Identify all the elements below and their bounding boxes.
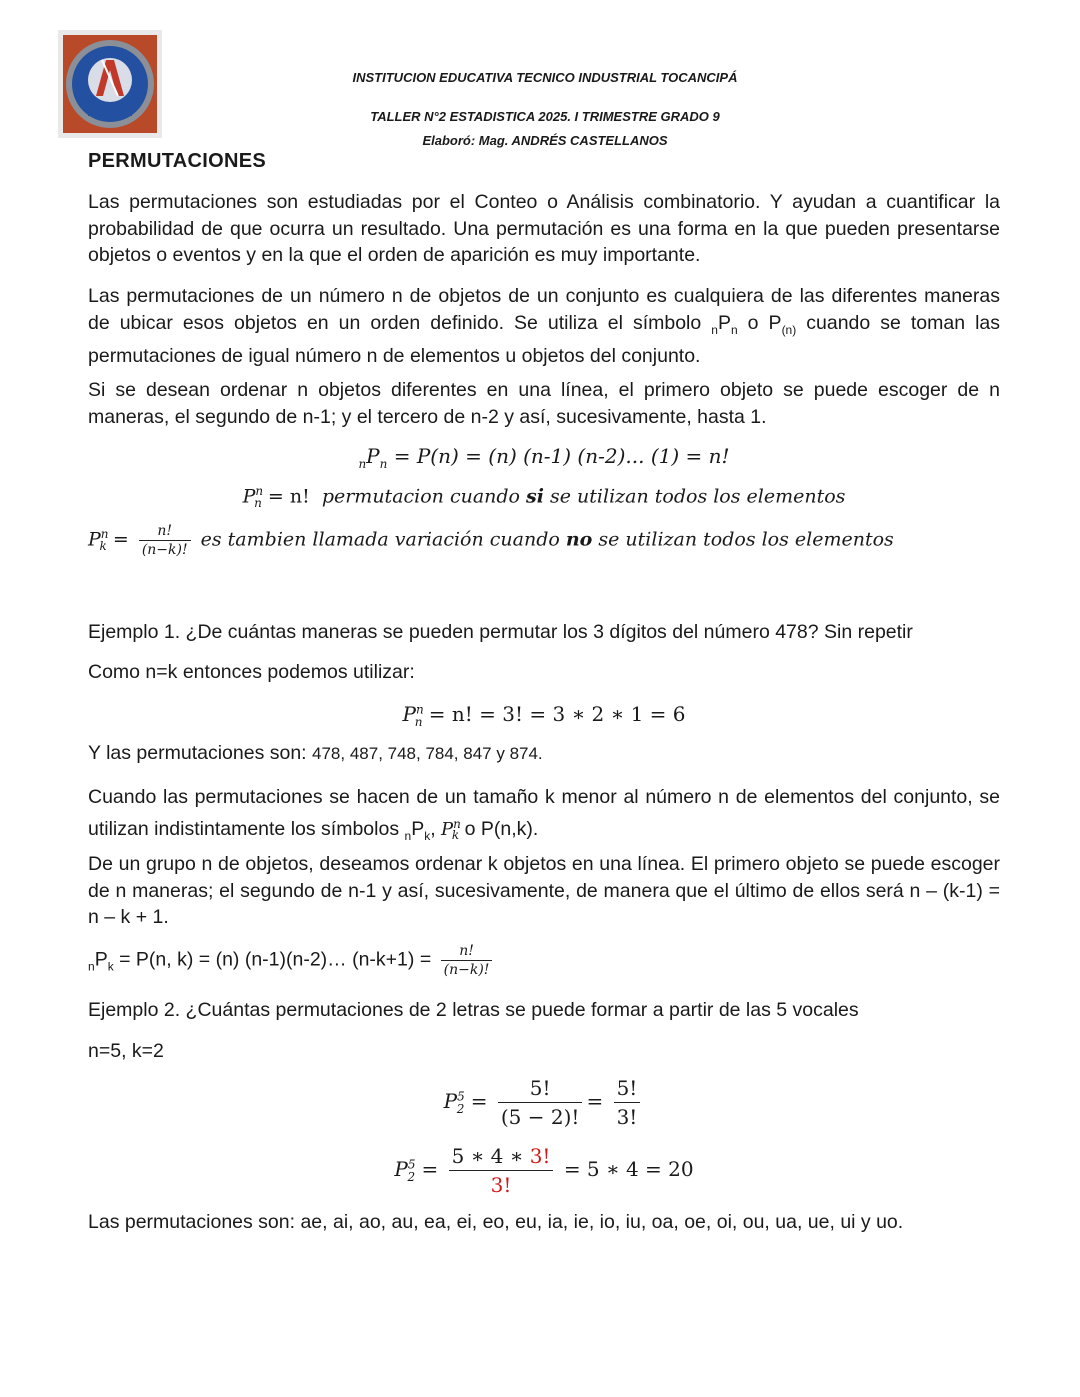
paragraph-group: De un grupo n de objetos, deseamos ordenar k objetos en una línea. El primero objeto se puede escoger de n maneras; el segundo de n-1 y así, sucesivamente, de manera que el último de ellos será n – (k-1) = n – k + 1. — [88, 853, 1000, 928]
formula-variation: $P^n_k$ = $\frac{n!}{(n-k)!}$ es tambien llamada variación cuando no se utilizan todos los elementos — [88, 523, 894, 558]
institution-name: INSTITUCION EDUCATIVA TECNICO INDUSTRIAL TOCANCIPÁ — [352, 70, 738, 85]
author: Elaboró: Mag. ANDRÉS CASTELLANOS — [422, 133, 668, 148]
workshop-title: TALLER N°2 ESTADISTICA 2025. I TRIMESTRE GRADO 9 — [370, 109, 720, 124]
formula-full-permutation: $P^n_n = n$! permutacion cuando si se utilizan todos los elementos — [242, 484, 846, 511]
paragraph-partial: Cuando las permutaciones se hacen de un tamaño k menor al número n de elementos del conjunto, se utilizan indistintamente los símbolos $_nP_k$, $P^n_k$ o P(n,k). — [88, 786, 1000, 843]
example2-question: Ejemplo 2. ¿Cuántas permutaciones de 2 letras se puede formar a partir de las 5 vocales — [88, 999, 859, 1021]
formula-nPn: $_nP_n = P(n) = (n)$ (n-1) (n-2)... (1) = n! — [358, 444, 730, 471]
page-title: PERMUTACIONES — [88, 150, 266, 172]
example2-equation1: $P^5_2$ = $\frac{5!}{(5 - 2)!}$ = $\frac{5!}{3!}$ — [0, 1074, 1080, 1131]
paragraph-ordering: Si se desean ordenar n objetos diferentes en una línea, el primero objeto se puede escoger de n maneras, el segundo de n-1; y el tercero de n-2 y así, sucesivamente, hasta 1. — [88, 379, 1000, 428]
example2-equation2: $P^5_2$ = $\frac{5 ∗ 4 ∗ 3!}{3!}$ = 5 ∗ 4 = 20 — [394, 1144, 694, 1197]
paragraph-definition: Las permutaciones de un número n de objetos de un conjunto es cualquiera de las diferentes maneras de ubicar esos objetos en un orden definido. Se utiliza el símbolo $_nP_n$ o $P_{(n)}$ cuando se toman las permutaciones de igual número n de elementos u objetos del conjunto. — [88, 285, 1001, 367]
paragraph-intro: Las permutaciones son estudiadas por el Conteo o Análisis combinatorio. Y ayudan a cuantificar la probabilidad de que ocurra un resultado. Una permutación es una forma en la que pueden presentarse objetos o eventos y en la que el orden de aparición es muy importante. — [88, 191, 1000, 266]
formula-nPk: $_nP_k = P(n$, k) = (n) (n-1)(n-2)… (n-k+1) = $\frac{n!}{(n-k)!}$ — [88, 942, 496, 979]
example1-since: Como n=k entonces podemos utilizar: — [88, 661, 415, 683]
example2-params: n=5, k=2 — [88, 1040, 164, 1062]
example1-result: Y las permutaciones son: 478, 487, 748, 784, 847 y 874. — [88, 742, 543, 764]
example2-result: Las permutaciones son: ae, ai, ao, au, ea, ei, eo, eu, ia, ie, io, iu, oa, oe, oi, ou, ua, ue, ui y uo. — [88, 1211, 904, 1233]
example1-question: Ejemplo 1. ¿De cuántas maneras se pueden permutar los 3 dígitos del número 478? Sin repetir — [88, 621, 913, 643]
example1-formula: $P^n_n = n$! = 3! = 3 ∗ 2 ∗ 1 = 6 — [402, 702, 686, 729]
